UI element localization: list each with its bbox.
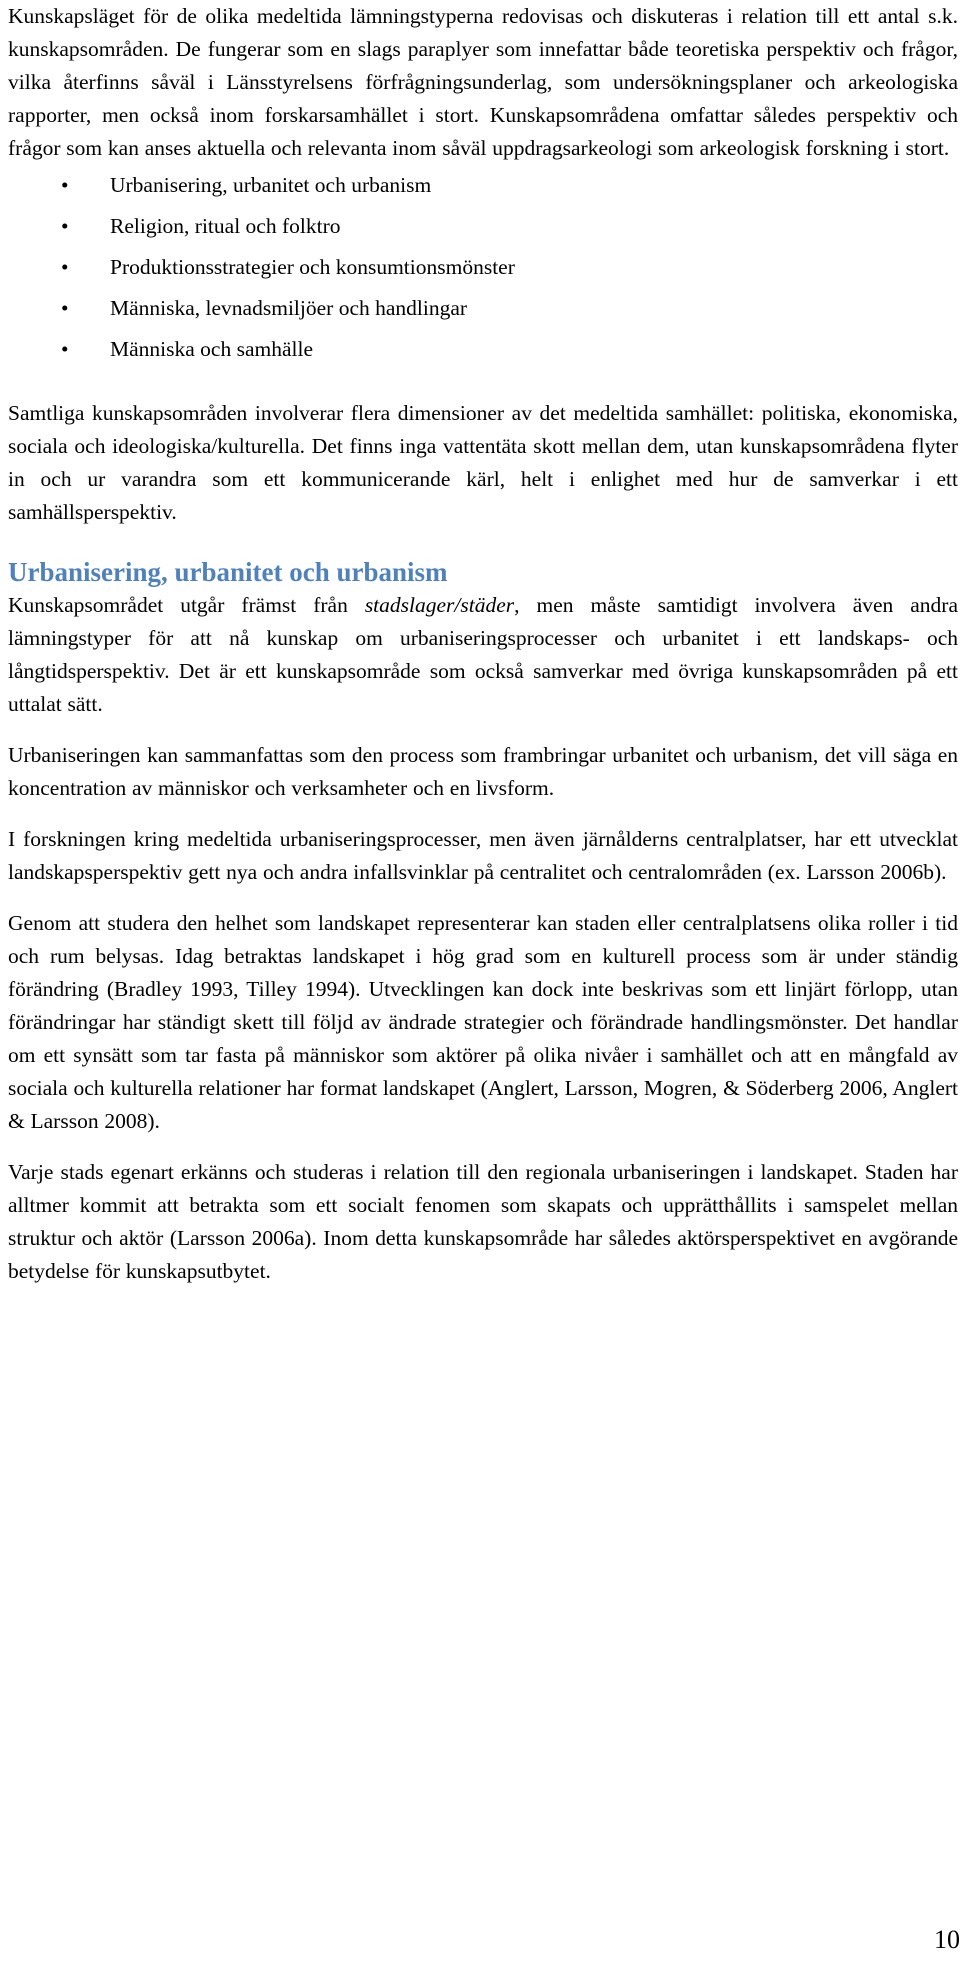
knowledge-areas-list xyxy=(8,165,958,370)
bullet-icon: • xyxy=(61,296,69,320)
document-page xyxy=(8,0,958,1288)
section-heading: Urbanisering, urbanitet och urbanism xyxy=(8,557,448,587)
list-item-text: Produktionsstrategier och konsumtionsmönster xyxy=(110,255,515,279)
page-number: 10 xyxy=(934,1925,960,1954)
list-item-text: Människa och samhälle xyxy=(110,337,314,361)
list-item-text: Urbanisering, urbanitet och urbanism xyxy=(110,173,432,197)
section-paragraph-3: I forskningen kring medeltida urbaniseringsprocesser, men även järnålderns centralplatser, har ett utvecklat landskapsperspektiv gett nya och andra infallsvinklar på centralitet och centralområden (ex. Larsson 2006b). xyxy=(8,827,958,884)
summary-paragraph: Samtliga kunskapsområden involverar flera dimensioner av det medeltida samhället: politiska, ekonomiska, sociala och ideologiska/kulturella. Det finns inga vattentäta skott mellan dem, utan kunskapsområdena flyter in och ur varandra som ett kommunicerande kärl, helt i enlighet med hur de samverkar i ett samhällsperspektiv. xyxy=(8,401,958,524)
list-item xyxy=(8,247,958,288)
section-paragraph-4: Genom att studera den helhet som landskapet representerar kan staden eller centralplatsens olika roller i tid och rum belysas. Idag betraktas landskapet i hög grad som en kulturell process som är under ständig förändring (Bradley 1993, Tilley 1994). Utvecklingen kan dock inte beskrivas som ett linjärt förlopp, utan förändringar har ständigt skett till följd av ändrade strategier och förändrade handlingsmönster. Det handlar om ett synsätt som tar fasta på människor som aktörer på olika nivåer i samhället och att en mångfald av sociala och kulturella relationer har format landskapet (Anglert, Larsson, Mogren, & Söderberg 2006, Anglert & Larsson 2008). xyxy=(8,911,958,1133)
section-paragraph-1-emphasis: stadslager/städer xyxy=(364,593,515,617)
list-item xyxy=(8,206,958,247)
section-paragraph-2: Urbaniseringen kan sammanfattas som den process som frambringar urbanitet och urbanism, det vill säga en koncentration av människor och verksamheter och en livsform. xyxy=(8,743,958,800)
list-item xyxy=(8,165,958,206)
intro-paragraph: Kunskapsläget för de olika medeltida lämningstyperna redovisas och diskuteras i relation till ett antal s.k. kunskapsområden. De fungerar som en slags paraplyer som innefattar både teoretiska perspektiv och frågor, vilka återfinns såväl i Länsstyrelsens förfrågningsunderlag, som undersökningsplaner och arkeologiska rapporter, men också inom forskarsamhället i stort. Kunskapsområdena omfattar således perspektiv och frågor som kan anses aktuella och relevanta inom såväl uppdragsarkeologi som arkeologisk forskning i stort. xyxy=(8,4,958,160)
list-item-text: Människa, levnadsmiljöer och handlingar xyxy=(110,296,468,320)
section-paragraph-5: Varje stads egenart erkänns och studeras i relation till den regionala urbaniseringen i landskapet. Staden har alltmer kommit att betrakta som ett socialt fenomen som skapats och upprätthållits i samspelet mellan struktur och aktör (Larsson 2006a). Inom detta kunskapsområde har således aktörsperspektivet en avgörande betydelse för kunskapsutbytet. xyxy=(8,1160,958,1283)
section-paragraph-1-end: , men måste samtidigt involvera även andra lämningstyper för att nå kunskap om urbaniseringsprocesser och urbanitet i ett landskaps- och långtidsperspektiv. Det är ett kunskapsområde som också samverkar med övriga kunskapsområden på ett uttalat sätt. xyxy=(8,593,958,716)
bullet-icon: • xyxy=(61,337,69,361)
list-item xyxy=(8,329,958,370)
section-paragraph-1 xyxy=(8,589,958,721)
list-item xyxy=(8,288,958,329)
bullet-icon: • xyxy=(61,173,69,197)
bullet-icon: • xyxy=(61,255,69,279)
list-item-text: Religion, ritual och folktro xyxy=(110,214,341,238)
bullet-icon: • xyxy=(61,214,69,238)
section-paragraph-1-start: Kunskapsområdet utgår främst från xyxy=(8,593,365,617)
